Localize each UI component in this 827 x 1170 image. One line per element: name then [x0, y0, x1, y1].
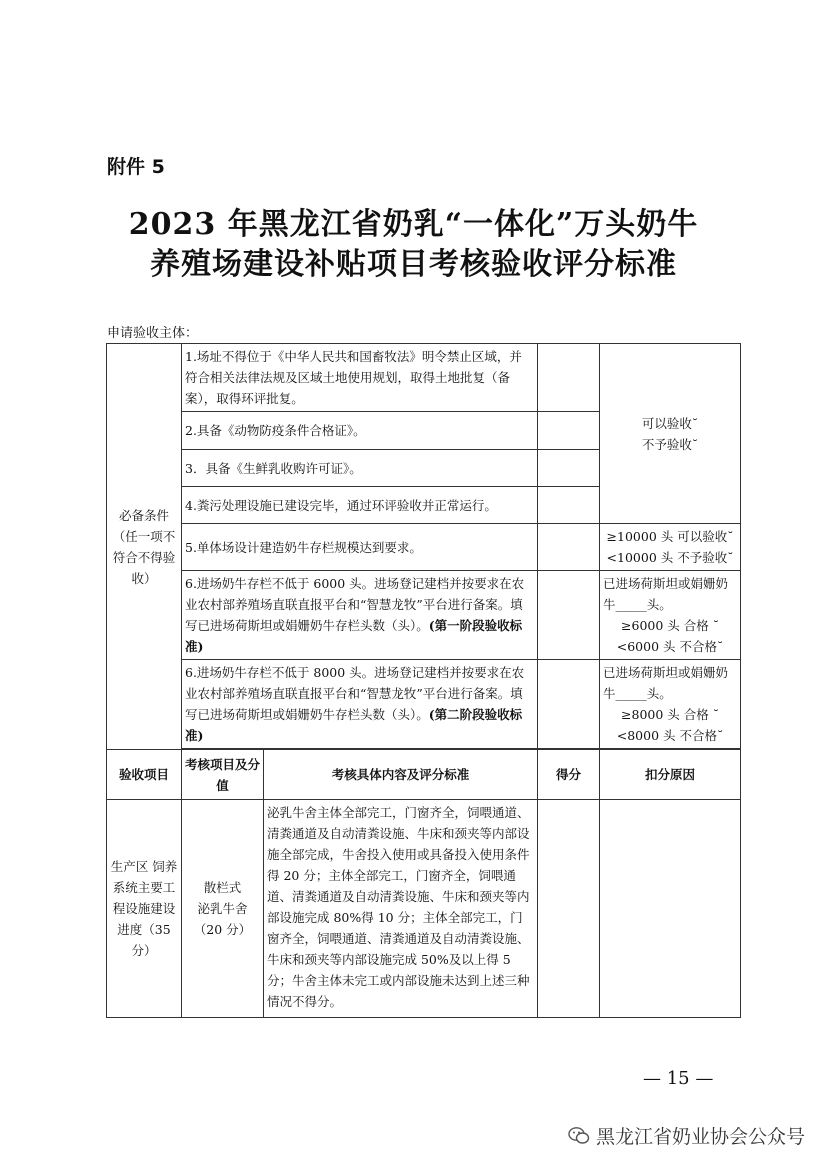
required-item-6b: 6.进场奶牛存栏不低于 8000 头。进场登记建档并按要求在农业农村部养殖场直联直报平台和“智慧龙牧”平台进行备案。填写已进场荷斯坦或娟姗奶牛存栏头数（头）。(第二阶段验收标准)	[182, 660, 538, 749]
result-reject: 不予验收˘	[641, 436, 699, 452]
required-item-4: 4.粪污处理设施已建设完毕，通过环评验收并正常运行。	[182, 487, 538, 524]
required-score-3[interactable]	[538, 450, 600, 487]
row-project: 生产区 饲养系统主要工程设施建设进度（35 分）	[107, 800, 182, 1018]
row-content: 泌乳牛舍主体全部完工，门窗齐全，饲喂通道、清粪通道及自动清粪设施、牛床和颈夹等内部设施全部完成，牛舍投入使用或具备投入使用条件得 20 分；主体全部完工，门窗齐全，饲喂通道、清粪通道及自动清粪设施、牛床和颈夹等内部设施完成 80%得 10 分；主体全部完工，门窗齐全，饲喂通道、清粪通道及自动清粪设施、牛床和颈夹等内部设施完成 50%及以上得 5 分；牛舍主体未完工或内部设施未达到上述三种情况不得分。	[264, 800, 538, 1018]
required-result-6a[interactable]: 已进场荷斯坦或娟姗奶牛_____头。 ≥6000 头 合格 ˘ <6000 头 不合格˘	[600, 571, 741, 660]
row-deduction[interactable]	[600, 800, 741, 1018]
row-item: 散栏式 泌乳牛舍 （20 分）	[182, 800, 264, 1018]
watermark	[568, 1122, 805, 1149]
scoring-table	[106, 343, 741, 1018]
title-line-1: 2023 年黑龙江省奶乳“一体化”万头奶牛	[128, 207, 699, 242]
required-row-6b	[107, 660, 741, 749]
required-result-1-4[interactable]	[600, 344, 741, 524]
required-item-5: 5.单体场设计建造奶牛存栏规模达到要求。	[182, 524, 538, 571]
page-number: — 15 —	[643, 1068, 714, 1089]
required-score-6b[interactable]	[538, 660, 600, 749]
applicant-label: 申请验收主体：	[107, 326, 199, 341]
header-project: 验收项目	[107, 750, 182, 800]
required-result-5[interactable]: ≥10000 头 可以验收˘ <10000 头 不予验收˘	[600, 524, 741, 571]
required-item-2: 2.具备《动物防疫条件合格证》。	[182, 412, 538, 450]
page-title	[0, 205, 827, 285]
required-row-5	[107, 524, 741, 571]
table-header-row	[107, 750, 741, 800]
required-score-4[interactable]	[538, 487, 600, 524]
required-item-6a: 6.进场奶牛存栏不低于 6000 头。进场登记建档并按要求在农业农村部养殖场直联直报平台和“智慧龙牧”平台进行备案。填写已进场荷斯坦或娟姗奶牛存栏头数（头）。(第一阶段验收标准)	[182, 571, 538, 660]
required-score-6a[interactable]	[538, 571, 600, 660]
header-score: 得分	[538, 750, 600, 800]
required-row-6a	[107, 571, 741, 660]
row-score[interactable]	[538, 800, 600, 1018]
result-accept: 可以验收˘	[641, 415, 699, 431]
required-result-6b[interactable]: 已进场荷斯坦或娟姗奶牛_____头。 ≥8000 头 合格 ˘ <8000 头 不合格˘	[600, 660, 741, 749]
required-score-2[interactable]	[538, 412, 600, 450]
wechat-icon	[568, 1126, 590, 1146]
header-content: 考核具体内容及评分标准	[264, 750, 538, 800]
title-line-2: 养殖场建设补贴项目考核验收评分标准	[150, 247, 677, 282]
required-row-1	[107, 344, 741, 412]
header-item: 考核项目及分值	[182, 750, 264, 800]
required-score-1[interactable]	[538, 344, 600, 412]
header-deduction: 扣分原因	[600, 750, 741, 800]
required-item-1: 1.场址不得位于《中华人民共和国畜牧法》明令禁止区域，并符合相关法律法规及区域土地使用规划，取得土地批复（备案），取得环评批复。	[182, 344, 538, 412]
required-conditions-label: 必备条件（任一项不符合不得验收）	[107, 344, 182, 750]
required-score-5[interactable]	[538, 524, 600, 571]
watermark-text: 黑龙江省奶业协会公众号	[595, 1126, 805, 1148]
attachment-label: 附件 5	[107, 156, 165, 178]
required-item-3: 3．具备《生鲜乳收购许可证》。	[182, 450, 538, 487]
table-row	[107, 800, 741, 1018]
